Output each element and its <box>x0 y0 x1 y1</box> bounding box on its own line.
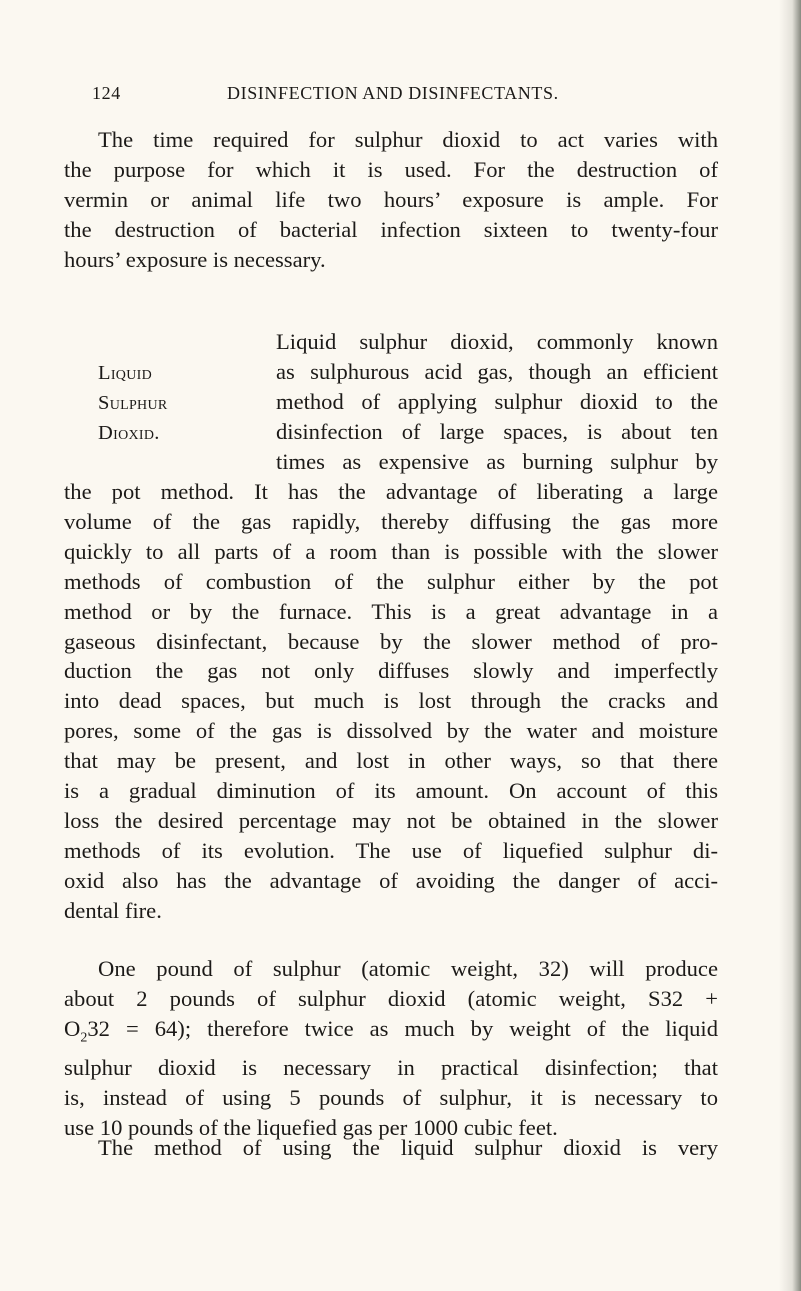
text-line: The time required for sulphur dioxid to act varies with <box>98 127 718 152</box>
text-line: oxid also has the advantage of avoiding the danger of acci- <box>64 867 718 893</box>
text-line: Liquid sulphur dioxid, commonly known <box>276 329 718 354</box>
text-line: methods of combustion of the sulphur either by the pot <box>64 568 718 594</box>
text-line: the pot method. It has the advantage of liberating a large <box>64 479 718 504</box>
paragraph-atomic-weight <box>64 954 718 1143</box>
text-line: disinfection of large spaces, is about ten <box>276 418 718 444</box>
text-line: as sulphurous acid gas, though an efficient <box>276 358 718 384</box>
text-line: times as expensive as burning sulphur by <box>276 448 718 474</box>
page-number: 124 <box>92 83 121 103</box>
page-header <box>92 83 732 109</box>
text-line: use 10 pounds of the liquefied gas per 1000 cubic feet. <box>64 1115 558 1141</box>
paragraph-method <box>64 1133 718 1163</box>
text-line-formula <box>64 1014 718 1053</box>
text-line: about 2 pounds of sulphur dioxid (atomic weight, S32 + <box>64 985 718 1011</box>
text-line: that may be present, and lost in other ways, so that there <box>64 748 718 774</box>
margin-note-line: Sulphur <box>98 392 168 414</box>
text-line: methods of its evolution. The use of liquefied sulphur di- <box>64 837 718 863</box>
text-line: duction the gas not only diffuses slowly and imperfectly <box>64 658 718 684</box>
text-line: volume of the gas rapidly, thereby diffusing the gas more <box>64 508 718 534</box>
text-line: method of applying sulphur dioxid to the <box>276 388 718 414</box>
text-line: is a gradual diminution of its amount. On account of this <box>64 778 718 804</box>
text-line: pores, some of the gas is dissolved by the water and moisture <box>64 718 718 744</box>
margin-note-liquid-sulphur-dioxid <box>98 358 168 448</box>
text-line: into dead spaces, but much is lost through the cracks and <box>64 688 718 714</box>
text-line: the purpose for which it is used. For the destruction of <box>64 156 718 182</box>
formula-subscript: 2 <box>80 1030 88 1046</box>
text-line: hours’ exposure is necessary. <box>64 246 326 272</box>
paragraph-liquid-sulphur-lead <box>276 327 718 477</box>
text-line: is, instead of using 5 pounds of sulphur, it is necessary to <box>64 1085 718 1111</box>
text-line: One pound of sulphur (atomic weight, 32) will produce <box>98 956 718 981</box>
text-line: dental fire. <box>64 897 162 923</box>
text-line: quickly to all parts of a room than is possible with the slower <box>64 538 718 564</box>
text-line: loss the desired percentage may not be obtained in the slower <box>64 807 718 833</box>
paragraph-liquid-sulphur-body <box>64 477 718 926</box>
text-line: sulphur dioxid is necessary in practical disinfection; that <box>64 1055 718 1081</box>
text-line: vermin or animal life two hours’ exposure is ample. For <box>64 186 718 212</box>
text-line: the destruction of bacterial infection sixteen to twenty-four <box>64 216 718 242</box>
formula-element: O <box>64 1015 81 1041</box>
page-edge-shadow <box>779 0 801 1291</box>
running-title: DISINFECTION AND DISINFECTANTS. <box>227 83 559 103</box>
paragraph-exposure-time <box>64 125 718 275</box>
formula-rest: 32 = 64); therefore twice as much by weight of the liquid <box>87 1015 718 1041</box>
margin-note-line: Liquid <box>98 362 152 384</box>
text-line: The method of using the liquid sulphur dioxid is very <box>98 1135 718 1160</box>
margin-note-line: Dioxid. <box>98 422 160 444</box>
text-line: method or by the furnace. This is a great advantage in a <box>64 598 718 624</box>
text-line: gaseous disinfectant, because by the slower method of pro- <box>64 628 718 654</box>
